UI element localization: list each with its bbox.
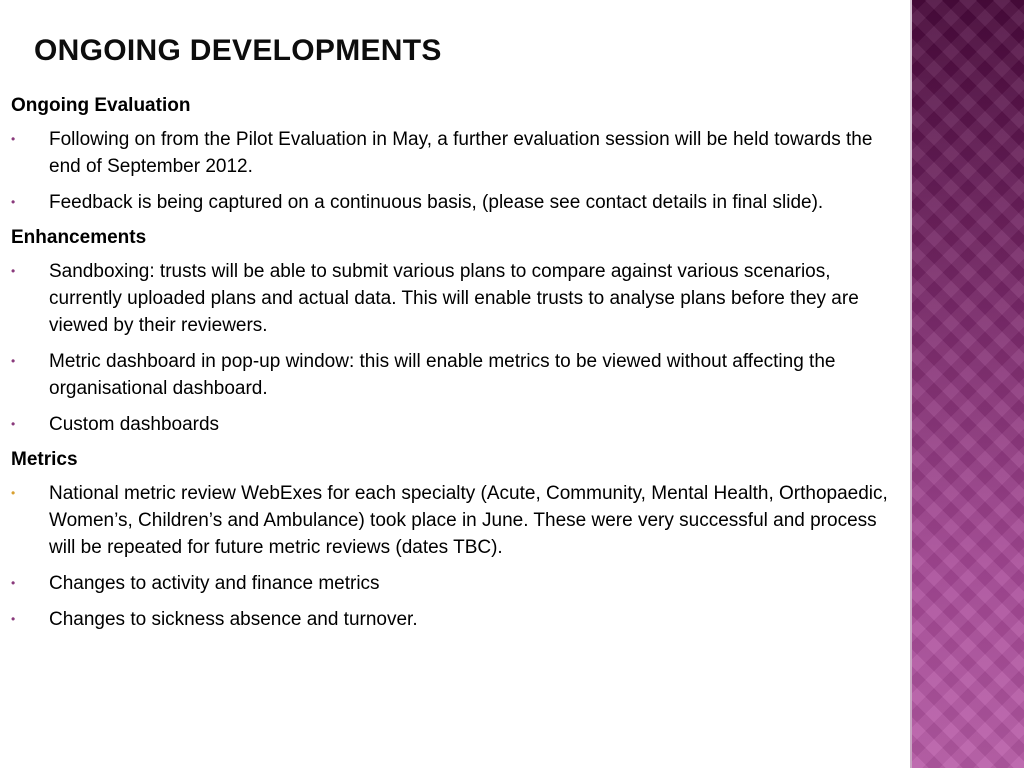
list-item xyxy=(11,606,891,633)
bullet-icon: • xyxy=(11,132,16,146)
list-item-text: National metric review WebExes for each specialty (Acute, Community, Mental Health, Orthopaedic, Women’s, Children’s and Ambulance) took place in June. These were very successful and process will be repeated for future metric reviews (dates TBC). xyxy=(49,483,888,558)
section-heading-metrics: Metrics xyxy=(11,449,78,470)
slide-title: ONGOING DEVELOPMENTS xyxy=(34,34,442,67)
list-item-text: Changes to sickness absence and turnover. xyxy=(49,609,418,630)
bullet-icon: • xyxy=(11,576,16,590)
list-item-text: Metric dashboard in pop-up window: this will enable metrics to be viewed without affecting the organisational dashboard. xyxy=(49,351,836,399)
ongoing-evaluation-list xyxy=(11,126,891,216)
bullet-icon: • xyxy=(11,417,16,431)
metrics-list xyxy=(11,480,891,633)
list-item-text: Custom dashboards xyxy=(49,414,220,435)
slide-content xyxy=(11,93,891,642)
list-item xyxy=(11,480,891,561)
list-item-text: Sandboxing: trusts will be able to submit various plans to compare against various scenarios, currently uploaded plans and actual data. This will enable trusts to analyse plans before they are viewed by their reviewers. xyxy=(49,261,859,336)
section-heading-enhancements: Enhancements xyxy=(11,227,147,248)
list-item xyxy=(11,126,891,180)
list-item-text: Following on from the Pilot Evaluation in May, a further evaluation session will be held towards the end of September 2012. xyxy=(49,129,873,177)
list-item-text: Feedback is being captured on a continuous basis, (please see contact details in final slide). xyxy=(49,192,824,213)
section-heading-ongoing-evaluation: Ongoing Evaluation xyxy=(11,95,191,116)
list-item-text: Changes to activity and finance metrics xyxy=(49,573,380,594)
bullet-icon: • xyxy=(11,612,16,626)
decorative-side-panel xyxy=(912,0,1024,768)
bullet-icon: • xyxy=(11,195,16,209)
list-item xyxy=(11,348,891,402)
bullet-icon: • xyxy=(11,486,16,500)
list-item xyxy=(11,570,891,597)
bullet-icon: • xyxy=(11,354,16,368)
list-item xyxy=(11,189,891,216)
list-item xyxy=(11,258,891,339)
enhancements-list xyxy=(11,258,891,438)
bullet-icon: • xyxy=(11,264,16,278)
list-item xyxy=(11,411,891,438)
